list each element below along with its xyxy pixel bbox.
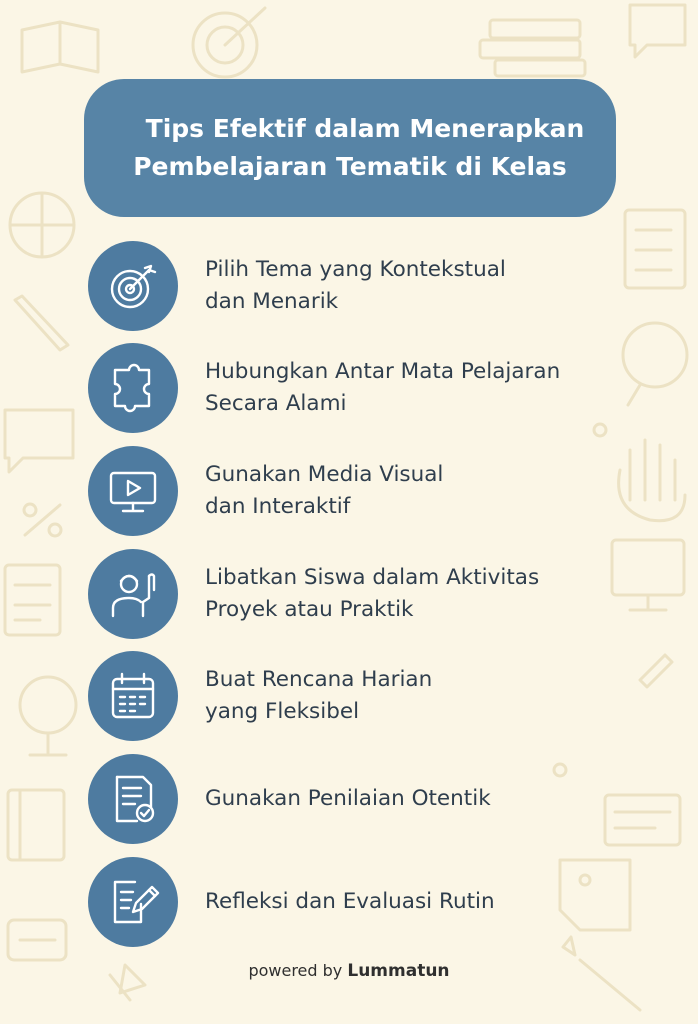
tip-icon-circle [88, 446, 178, 536]
tip-icon-circle [88, 549, 178, 639]
speech-bubble-doodle-icon [630, 5, 685, 57]
title-line-1: Tips Efektif dalam Menerapkan [145, 114, 585, 143]
title-banner [84, 79, 616, 217]
worksheet-doodle-icon [5, 565, 60, 635]
checked-document-icon [105, 771, 161, 827]
tip-line-2: Secara Alami [205, 391, 347, 416]
book-doodle-icon [8, 790, 64, 860]
tip-line-2: dan Menarik [205, 289, 339, 314]
powered-by-label: powered by [248, 961, 343, 980]
globe-doodle-icon [10, 193, 74, 257]
pencil-doodle-icon [15, 296, 68, 350]
tip-line-2: yang Fleksibel [205, 699, 360, 724]
tip-icon-circle [88, 241, 178, 331]
tip-line-1: Gunakan Penilaian Otentik [205, 786, 491, 811]
tip-text [205, 651, 645, 741]
tip-text [205, 857, 645, 947]
tip-text [205, 343, 645, 433]
tip-line-2: Proyek atau Praktik [205, 597, 414, 622]
tip-text [205, 446, 645, 536]
tip-line-1: Buat Rencana Harian [205, 667, 433, 692]
tip-icon-circle [88, 651, 178, 741]
tip-item [88, 446, 648, 536]
monitor-play-icon [105, 463, 161, 519]
calendar-icon [105, 668, 161, 724]
tip-item [88, 651, 648, 741]
tip-line-1: Pilih Tema yang Kontekstual [205, 257, 506, 282]
tip-text [205, 549, 645, 639]
globe-stand-doodle-icon [20, 677, 76, 755]
tip-item [88, 343, 648, 433]
target-doodle-icon [193, 8, 265, 77]
tip-line-1: Refleksi dan Evaluasi Rutin [205, 889, 495, 914]
tip-item [88, 241, 648, 331]
tip-item [88, 857, 648, 947]
note-doodle-icon [5, 410, 73, 472]
stamp-doodle-icon [8, 920, 66, 960]
tip-item [88, 549, 648, 639]
tip-line-1: Libatkan Siswa dalam Aktivitas [205, 565, 540, 590]
percent-doodle-icon [24, 504, 61, 536]
tip-item [88, 754, 648, 844]
tip-text [205, 241, 645, 331]
puzzle-icon [105, 360, 161, 416]
tip-line-1: Gunakan Media Visual [205, 462, 444, 487]
books-stack-doodle-icon [480, 20, 585, 76]
title-line-2: Pembelajaran Tematik di Kelas [133, 152, 567, 181]
student-raising-hand-icon [105, 566, 161, 622]
tip-icon-circle [88, 343, 178, 433]
tip-icon-circle [88, 857, 178, 947]
tip-line-1: Hubungkan Antar Mata Pelajaran [205, 359, 561, 384]
edit-document-icon [105, 874, 161, 930]
brand-name: Lummatun [347, 961, 450, 981]
open-book-doodle-icon [22, 22, 98, 72]
tip-line-2: dan Interaktif [205, 494, 351, 519]
tip-text [205, 754, 645, 844]
tip-icon-circle [88, 754, 178, 844]
target-icon [105, 258, 161, 314]
footer [0, 961, 698, 981]
